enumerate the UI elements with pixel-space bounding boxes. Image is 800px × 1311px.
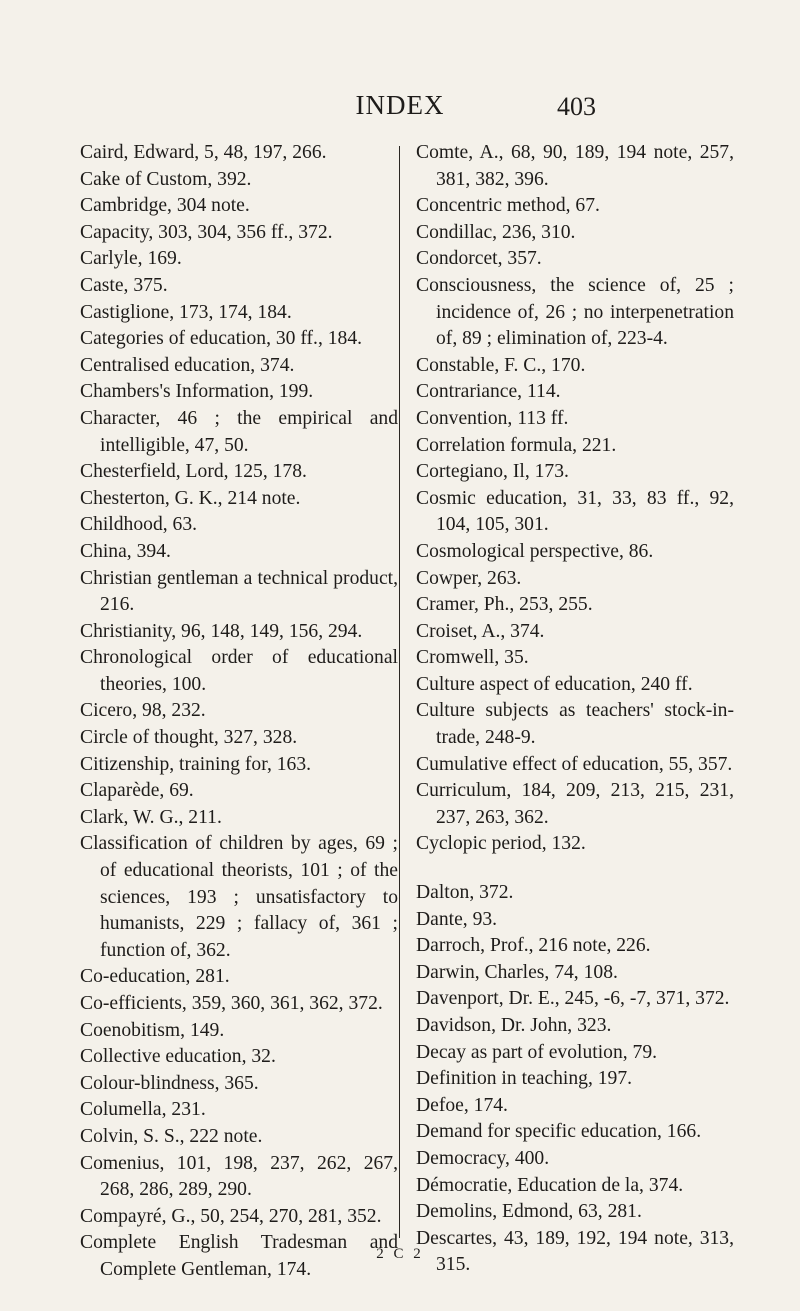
index-entry: Consciousness, the science of, 25 ; incidence of, 26 ; no interpenetration of, 89 ; elimination of, 223-4. [416,274,734,350]
index-entry: Centralised education, 374. [80,354,295,376]
index-entry: Culture subjects as teachers' stock-in-trade, 248-9. [416,700,734,749]
page-title: INDEX [355,90,445,120]
index-entry: Citizenship, training for, 163. [80,753,312,775]
index-entry: Cramer, Ph., 253, 255. [416,594,593,616]
running-head [0,90,800,126]
index-entry: Decay as part of evolution, 79. [416,1041,658,1063]
signature-mark: 2 C 2 [376,1246,424,1262]
index-entry: Claparède, 69. [80,780,194,802]
index-entry: Chesterfield, Lord, 125, 178. [80,461,307,483]
index-entry: Dalton, 372. [416,882,514,904]
index-entry: Co-efficients, 359, 360, 361, 362, 372. [80,993,383,1014]
index-entry: Comenius, 101, 198, 237, 262, 267, 268, 286, 289, 290. [80,1152,398,1201]
index-entry: Cumulative effect of education, 55, 357. [416,753,733,775]
index-entry: Condillac, 236, 310. [416,221,576,243]
index-entry: Castiglione, 173, 174, 184. [80,301,292,323]
index-entry: Concentric method, 67. [416,195,600,217]
index-entry: Demolins, Edmond, 63, 281. [416,1201,642,1223]
index-entry: Chesterton, G. K., 214 note. [80,487,301,509]
index-entry: Chambers's Information, 199. [80,381,314,403]
index-entry: Categories of education, 30 ff., 184. [80,328,363,350]
index-column-left [80,140,398,1284]
index-entry: Christian gentleman a technical product, 216. [80,567,398,616]
index-entry: Cyclopic period, 132. [416,833,586,855]
index-entry: Comte, A., 68, 90, 189, 194 note, 257, 381, 382, 396. [416,142,734,190]
index-entry: Darroch, Prof., 216 note, 226. [416,935,651,957]
index-entry: Caste, 375. [80,274,168,296]
index-entry: Cowper, 263. [416,567,522,589]
index-entry: Demand for specific education, 166. [416,1121,702,1143]
index-entry: Curriculum, 184, 209, 213, 215, 231, 237, 263, 362. [416,780,734,828]
index-entry: Columella, 231. [80,1099,206,1121]
index-entry: China, 394. [80,540,171,562]
index-entry: Constable, F. C., 170. [416,354,586,376]
index-entry: Cromwell, 35. [416,647,529,669]
index-entry: Croiset, A., 374. [416,620,545,642]
index-entry: Cortegiano, Il, 173. [416,461,569,483]
index-entry: Capacity, 303, 304, 356 ff., 372. [80,221,333,243]
index-entry: Complete English Tradesman and Complete Gentleman, 174. [80,1232,398,1280]
index-entry: Democracy, 400. [416,1147,550,1169]
index-entry: Cake of Custom, 392. [80,168,252,190]
column-divider [399,146,400,1238]
index-entry: Davenport, Dr. E., 245, -6, -7, 371, 372. [416,988,730,1010]
index-entry: Definition in teaching, 197. [416,1068,633,1090]
index-entry: Contrariance, 114. [416,381,561,403]
index-entry: Chronological order of educational theories, 100. [80,647,398,695]
index-entry: Collective education, 32. [80,1046,276,1068]
index-entry: Compayré, G., 50, 254, 270, 281, 352. [80,1205,382,1227]
index-entry: Davidson, Dr. John, 323. [416,1015,612,1036]
index-entry: Cosmic education, 31, 33, 83 ff., 92, 104, 105, 301. [416,487,734,536]
page-number: 403 [557,92,596,121]
index-entry: Coenobitism, 149. [80,1019,225,1041]
index-entry: Christianity, 96, 148, 149, 156, 294. [80,620,363,642]
index-entry: Defoe, 174. [416,1094,508,1116]
index-entry: Darwin, Charles, 74, 108. [416,961,618,983]
index-entry: Dante, 93. [416,908,498,930]
index-entry: Cosmological perspective, 86. [416,540,654,562]
index-entry: Démocratie, Education de la, 374. [416,1174,684,1196]
index-entry: Colour-blindness, 365. [80,1072,259,1094]
index-entry: Culture aspect of education, 240 ff. [416,673,693,695]
index-entry: Character, 46 ; the empirical and intelligible, 47, 50. [80,407,398,456]
index-entry: Carlyle, 169. [80,248,182,270]
index-entry: Colvin, S. S., 222 note. [80,1125,263,1147]
index-column-right [416,140,734,1279]
index-entry: Clark, W. G., 211. [80,806,222,828]
index-entry: Descartes, 43, 189, 192, 194 note, 313, 315. [416,1227,734,1276]
index-entry: Convention, 113 ff. [416,407,569,429]
index-entry: Circle of thought, 327, 328. [80,727,298,749]
index-entry: Childhood, 63. [80,514,198,536]
index-entry: Caird, Edward, 5, 48, 197, 266. [80,142,327,163]
index-entry: Condorcet, 357. [416,248,542,270]
index-entry: Cambridge, 304 note. [80,195,250,217]
index-entry: Classification of children by ages, 69 ; of educational theorists, 101 ; of the sciences, 193 ; unsatisfactory to humanists, 229 ; fallacy of, 361 ; function of, 362. [80,833,398,961]
index-entry: Correlation formula, 221. [416,434,617,456]
index-entry: Co-education, 281. [80,966,230,988]
index-entry: Cicero, 98, 232. [80,700,206,722]
